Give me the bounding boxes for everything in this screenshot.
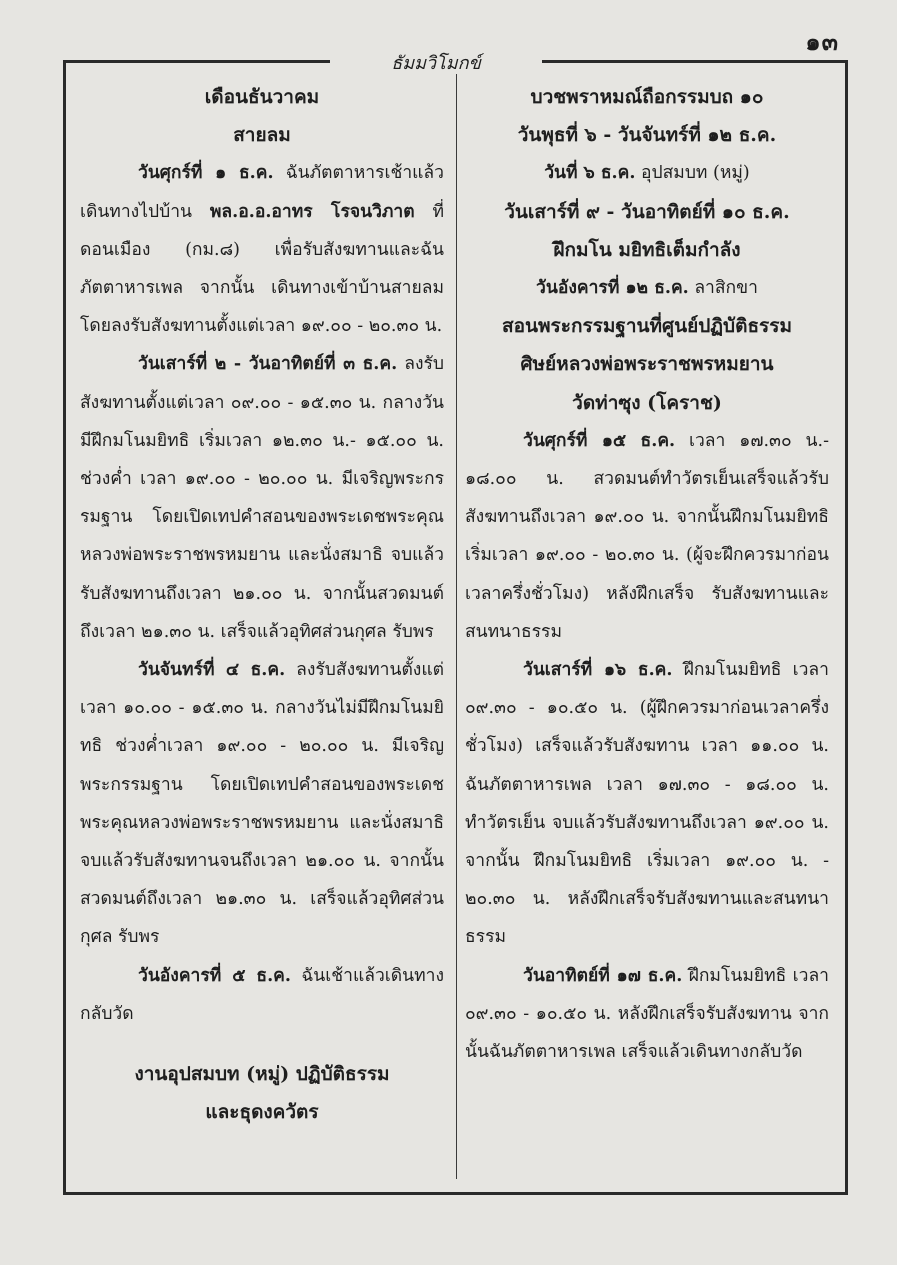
paragraph-text: ลงรับสังฆทานตั้งแต่เวลา ๑๐.๐๐ - ๑๕.๓๐ น. กลางวันไม่มีฝึกมโนมยิทธิ ช่วงค่ำเวลา ๑๙.๐๐ - ๒๐.๐๐ น. มีเจริญพระกรรมฐาน โดยเปิดเทปคำสอนของพระเดชพระคุณหลวงพ่อพระราชพรหมยาน และนั่งสมาธิ จบแล้วรับสังฆทานจนถึงเวลา ๒๑.๐๐ น. จากนั้นสวดมนต์ถึงเวลา ๒๑.๓๐ น. เสร็จแล้วอุทิศส่วนกุศล รับพร xyxy=(80,660,444,948)
date-label: วันเสาร์ที่ ๒ - วันอาทิตย์ที่ ๓ ธ.ค. xyxy=(138,354,398,375)
heading-brahmin: บวชพราหมณ์ถือกรรมบถ ๑๐ xyxy=(530,86,764,108)
heading-place: สายลม xyxy=(233,124,291,147)
person-name: พล.อ.อ.อาทร โรจนวิภาต xyxy=(209,201,415,222)
date-label: วันอังคารที่ ๑๒ ธ.ค. xyxy=(536,278,689,299)
date-label: วันเสาร์ที่ ๑๖ ธ.ค. xyxy=(523,660,673,681)
date-label: วันจันทร์ที่ ๔ ธ.ค. xyxy=(138,660,286,681)
paragraph-dec-17 xyxy=(465,957,829,1072)
paragraph-dec-5 xyxy=(80,957,444,1033)
running-header: ธัมมวิโมกข์ xyxy=(330,48,542,77)
paragraph-text: ฝึกมโนมยิทธิ เวลา ๐๙.๓๐ - ๑๐.๕๐ น. (ผู้ฝึกควรมาก่อนเวลาครึ่งชั่วโมง) เสร็จแล้วรับสังฆทาน เวลา ๑๑.๐๐ น. ฉันภัตตาหารเพล เวลา ๑๗.๓๐ - ๑๘.๐๐ น. ทำวัตรเย็น จบแล้วรับสังฆทานถึงเวลา ๑๙.๐๐ น. จากนั้น ฝึกมโนมยิทธิ เริ่มเวลา ๑๙.๐๐ น. - ๒๐.๓๐ น. หลังฝึกเสร็จรับสังฆทานและสนทนาธรรม xyxy=(465,660,829,948)
left-column xyxy=(80,78,444,1131)
leave-monkhood-line xyxy=(465,269,829,307)
paragraph-text: ฉันภัตตาหารเช้าแล้วเดินทางไปบ้าน xyxy=(80,163,444,222)
line-text: อุปสมบท (หมู่) xyxy=(635,163,750,184)
paragraph-dec-4 xyxy=(80,651,444,957)
right-column xyxy=(465,78,829,1071)
line-text: ลาสิกขา xyxy=(688,278,758,299)
ordination-date-line xyxy=(465,154,829,192)
heading-ordination: งานอุปสมบท (หมู่) ปฏิบัติธรรม xyxy=(134,1063,390,1086)
paragraph-dec-1 xyxy=(80,154,444,345)
date-label: วันที่ ๖ ธ.ค. xyxy=(544,163,636,184)
date-range-line: วันเสาร์ที่ ๙ - วันอาทิตย์ที่ ๑๐ ธ.ค. xyxy=(504,200,790,223)
date-range-line: วันพุธที่ ๖ - วันจันทร์ที่ ๑๒ ธ.ค. xyxy=(517,124,777,147)
date-label: วันอาทิตย์ที่ ๑๗ ธ.ค. xyxy=(523,965,683,986)
paragraph-text: เวลา ๑๗.๓๐ น.- ๑๘.๐๐ น. สวดมนต์ทำวัตรเย็นเสร็จแล้วรับสังฆทานถึงเวลา ๑๙.๐๐ น. จากนั้นฝึกมโนมยิทธิ เริ่มเวลา ๑๙.๐๐ - ๒๐.๓๐ น. (ผู้จะฝึกควรมาก่อนเวลาครึ่งชั่วโมง) หลังฝึกเสร็จ รับสังฆทานและสนทนาธรรม xyxy=(465,430,829,642)
paragraph-dec-2-3 xyxy=(80,345,444,651)
paragraph-dec-16 xyxy=(465,651,829,957)
paragraph-text: ฝึกมโนมยิทธิ เวลา ๐๙.๓๐ - ๑๐.๕๐ น. หลังฝึกเสร็จรับสังฆทาน จากนั้นฉันภัตตาหารเพล เสร็จแล้วเดินทางกลับวัด xyxy=(465,965,829,1063)
heading-teaching: สอนพระกรรมฐานที่ศูนย์ปฏิบัติธรรม xyxy=(502,315,792,338)
heading-teaching-sub: ศิษย์หลวงพ่อพระราชพรหมยาน xyxy=(520,353,774,376)
page-number: ๑๓ xyxy=(805,27,839,56)
date-label: วันอังคารที่ ๕ ธ.ค. xyxy=(138,965,291,986)
heading-temple: วัดท่าซุง (โคราช) xyxy=(572,391,722,414)
paragraph-text: ฉันเช้าแล้วเดินทางกลับวัด xyxy=(80,965,444,1024)
paragraph-dec-15 xyxy=(465,422,829,651)
column-divider xyxy=(456,74,457,1179)
heading-ordination-sub: และธุดงควัตร xyxy=(205,1101,319,1124)
date-label: วันศุกร์ที่ ๑๕ ธ.ค. xyxy=(523,430,676,451)
training-line: ฝึกมโน มยิทธิเต็มกำลัง xyxy=(553,238,741,261)
heading-month: เดือนธันวาคม xyxy=(204,86,320,108)
paragraph-text: ลงรับสังฆทานตั้งแต่เวลา ๐๙.๐๐ - ๑๕.๓๐ น. กลางวันมีฝึกมโนมยิทธิ เริ่มเวลา ๑๒.๓๐ น.- ๑๕.๐๐ น. ช่วงค่ำ เวลา ๑๙.๐๐ - ๒๐.๐๐ น. มีเจริญพระกรรมฐาน โดยเปิดเทปคำสอนของพระเดชพระคุณหลวงพ่อพระราชพรหมยาน และนั่งสมาธิ จบแล้วรับสังฆทานถึงเวลา ๒๑.๐๐ น. จากนั้นสวดมนต์ถึงเวลา ๒๑.๓๐ น. เสร็จแล้วอุทิศส่วนกุศล รับพร xyxy=(80,354,444,642)
paragraph-text: ที่ดอนเมือง (กม.๘) เพื่อรับสังฆทานและฉันภัตตาหารเพล จากนั้น เดินทางเข้าบ้านสายลม โดยลงรับสังฆทานตั้งแต่เวลา ๑๙.๐๐ - ๒๐.๓๐ น. xyxy=(80,201,444,337)
date-label: วันศุกร์ที่ ๑ ธ.ค. xyxy=(138,163,274,184)
